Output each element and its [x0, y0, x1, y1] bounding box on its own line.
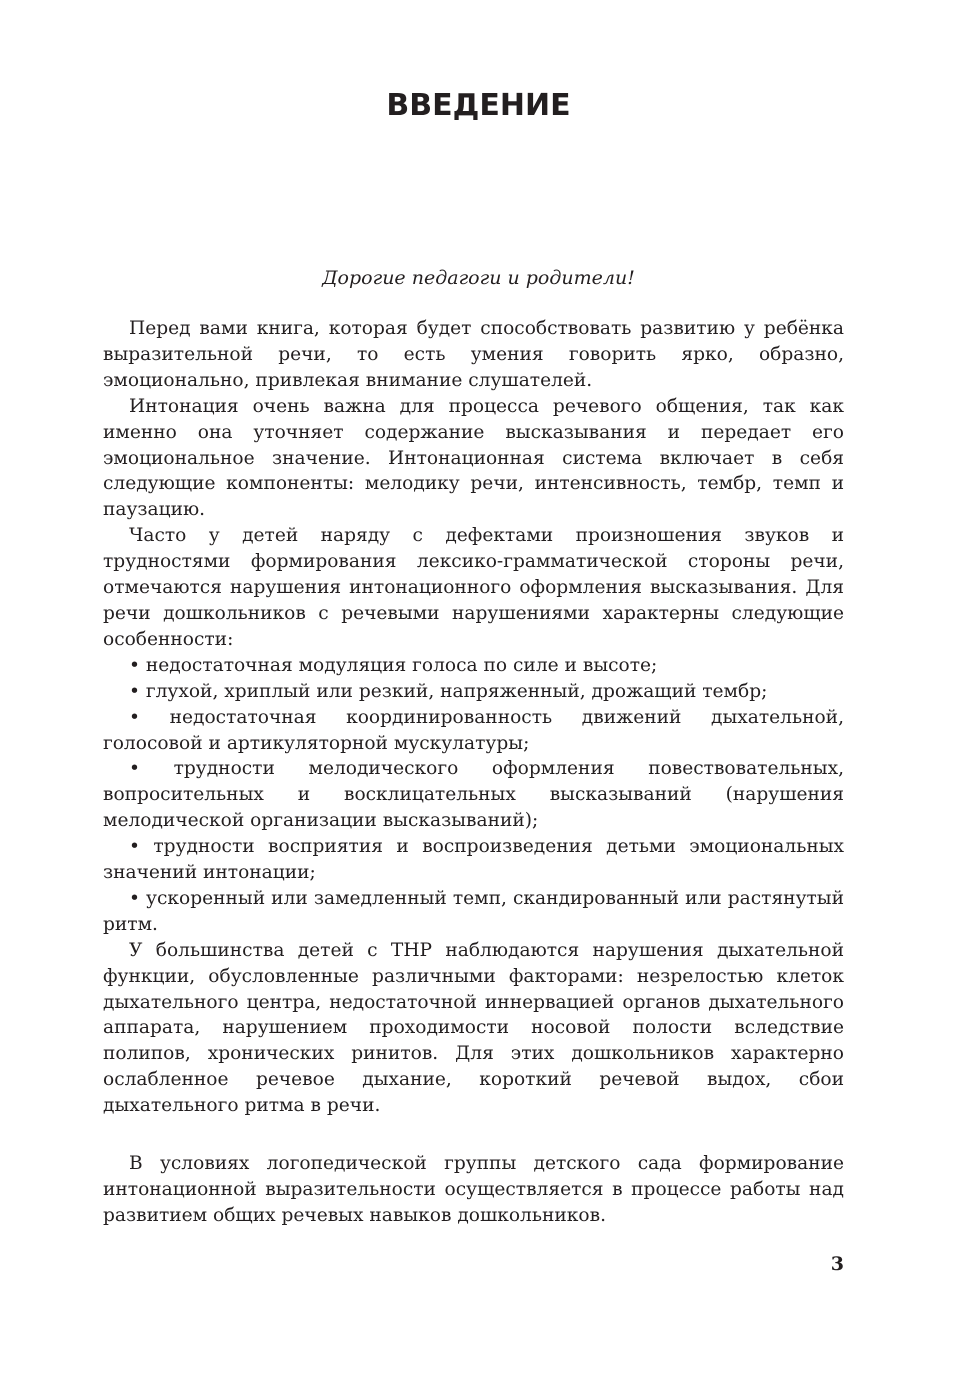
bullet-item: • глухой, хриплый или резкий, напряженный, дрожащий тембр; [129, 680, 768, 702]
bullet-item: • трудности мелодического оформления повествовательных, вопросительных и восклицательных высказываний (нарушения мелодической организации высказываний); [103, 758, 844, 832]
bullet-item: • недостаточная модуляция голоса по силе и высоте; [129, 654, 658, 676]
page-number: 3 [830, 1253, 844, 1275]
greeting-line: Дорогие педагоги и родители! [322, 267, 635, 289]
chapter-heading: ВВЕДЕНИЕ [386, 88, 571, 123]
paragraph: У большинства детей с ТНР наблюдаются нарушения дыхательной функции, обусловленные различными факторами: незрелостью клеток дыхательного центра, недостаточной иннервацией органов дыхательного аппарата, нарушением проходимости носовой полости вследствие полипов, хронических ринитов. Для этих дошкольников характерно ослабленное речевое дыхание, короткий речевой выдох, сбои дыхательного ритма в речи. [103, 939, 844, 1117]
paragraph: Интонация очень важна для процесса речевого общения, так как именно она уточняет содержание высказывания и передает его эмоциональное значение. Интонационная система включает в себя следующие компоненты: мелодику речи, интенсивность, тембр, темп и паузацию. [103, 395, 844, 521]
paragraph: В условиях логопедической группы детского сада формирование интонационной выразительности осуществляется в процессе работы над развитием общих речевых навыков дошкольников. [103, 1153, 844, 1226]
paragraph: Часто у детей наряду с дефектами произношения звуков и трудностями формирования лексико-грамматической стороны речи, отмечаются нарушения интонационного оформления высказывания. Для речи дошкольников с речевыми нарушениями характерны следующие особенности: [103, 525, 844, 650]
paragraph: Перед вами книга, которая будет способствовать развитию у ребёнка выразительной речи, то есть умения говорить ярко, образно, эмоционально, привлекая внимание слушателей. [103, 318, 844, 391]
main-text [103, 316, 844, 1119]
bullet-item: • трудности восприятия и воспроизведения детьми эмоциональных значений интонации; [103, 836, 844, 884]
bullet-item: • ускоренный или замедленный темп, скандированный или растянутый ритм. [103, 887, 844, 935]
closing-text [103, 1151, 844, 1229]
bullet-item: • недостаточная координированность движений дыхательной, голосовой и артикуляторной мускулатуры; [103, 706, 844, 754]
